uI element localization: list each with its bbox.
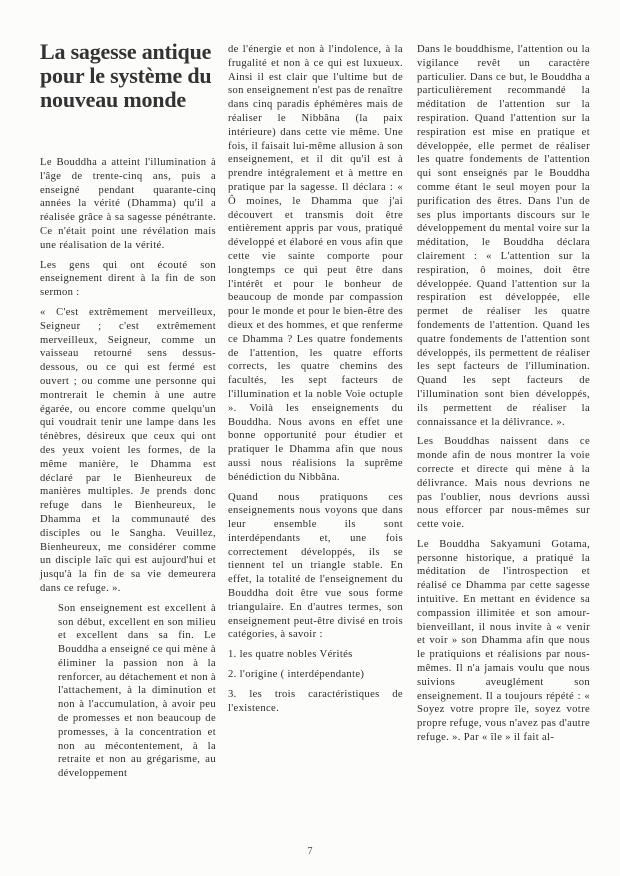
paragraph: Les gens qui ont écouté son enseignement dirent à la fin de son sermon :: [40, 259, 216, 299]
paragraph: Dans le bouddhisme, l'attention ou la vigilance revêt un caractère particulier. Dans ce but, le Bouddha a particulièrement recommandé la méditation de l'attention sur la respiration. Quand l'attention sur la respiration est mise en pratique et développée, elle permet de réaliser les quatre fondements de l'attention qui sont enseignés par le Bouddha comme étant le seul moyen pour la purification des êtres. Dans l'un de ses plus importants discours sur le développement du mental voire sur la méditation, le Bouddha déclara clairement : « L'attention sur la respiration, ô moines, doit être développée. Quand l'attention sur la respiration est développée, elle permet de réaliser les quatre fondements de l'attention. Quand les quatre fondements de l'attention sont développés, ils permettent de réaliser les sept facteurs de l'illumination. Quand les sept facteurs de l'illumination sont bien développés, ils permettent de réaliser la connaissance et la délivrance. ».: [417, 44, 590, 428]
paragraph: Le Bouddha a atteint l'illumination à l'âge de trente-cinq ans, puis a enseigné pendant quarante-cinq années la vérité (Dhamma) qu'il a réalisée grâce à sa sagesse pénétrante. Ce n'était point une révélation mais une réalisation de la vérité.: [40, 157, 216, 251]
text-column-1: [40, 156, 216, 787]
text-column-3: [417, 43, 590, 751]
article-title: La sagesse antique pour le système du nouveau monde: [40, 39, 212, 112]
paragraph: Le Bouddha Sakyamuni Gotama, personne historique, a pratiqué la méditation de l'introspection et réalisé ce Dhamma par cette sagesse intuitive. En mettant en évidence sa compassion illimitée et son amour-bienveillant, il nous invite à « venir et voir » son Dhamma afin que nous le pratiquions et réalisions par nous-mêmes. Il n'a jamais voulu que nous suivions aveuglément son enseignement. Il a toujours répété : « Soyez votre propre île, soyez votre propre refuge, vous n'avez pas d'autre refuge. ». Par « île » il fait al-: [417, 538, 591, 744]
list-item: 1. les quatre nobles Vérités: [228, 649, 353, 661]
text-column-2: [228, 43, 403, 721]
paragraph: Quand nous pratiquons ces enseignements nous voyons que dans leur ensemble ils sont interdépendants et, une fois correctement développés, ils se tiennent tel un triangle stable. En effet, la totalité de l'enseignement du Bouddha doit être vue sous forme triangulaire. En d'autres termes, son enseignement peut-être divisé en trois catégories, à savoir :: [228, 491, 403, 641]
list-item: 3. les trois caractéristiques de l'existence.: [228, 688, 403, 714]
paragraph: Son enseignement est excellent à son début, excellent en son milieu et excellent dans sa fin. Le Bouddha a enseigné ce qui mène à éliminer la passion non à la renforcer, au détachement et non à l'attachement, à la diminution et non à l'accumulation, à avoir peu de promesses et non beaucoup de promesses, à la concentration et non au mécontentement, à la retraite et non au grégarisme, au développement: [58, 602, 216, 780]
list-item: 2. l'origine ( interdépendante): [228, 669, 365, 681]
quote-paragraph: « C'est extrêmement merveilleux, Seigneur ; c'est extrêmement merveilleux, Seigneur, comme un vaisseau retourné sens dessus-dessous, ou ce qui est fermé est ouvert ; ou comme une personne qui montrerait le chemin à une autre égarée, ou encore comme quelqu'un qui voudrait tenir une lampe dans les ténèbres, désireux que ceux qui ont des yeux voient les formes, de la même manière, le Dhamma est déclaré par le Bienheureux de manières multiples. Je prends donc refuge dans le Bienheureux, le Dhamma et la communauté des disciples ou le Sangha. Veuillez, Bienheureux, me considérer comme un disciple laïc qui est aujourd'hui et jusqu'à la fin de sa vie demeurera dans ce refuge. ».: [40, 306, 216, 594]
page-number: 7: [307, 846, 313, 857]
paragraph: Les Bouddhas naissent dans ce monde afin de nous montrer la voie correcte et directe qui mène à la délivrance. Mais nous devrions ne pas l'oublier, nous devrions aussi nous efforcer par nous-mêmes sur cette voie.: [417, 436, 590, 531]
paragraph: de l'énergie et non à l'indolence, à la frugalité et non à ce qui est luxueux. Ainsi il est clair que l'ultime but de son enseignement n'est pas de renaître dans cinq paradis éphémères mais de réaliser le Nibbâna (la paix intérieure) dans cette vie même. Une fois, il faisait lui-même allusion à son enseignement, et il dit qu'il est à prendre intégralement et à mettre en pratique par la sagesse. Il déclara : « Ô moines, le Dhamma que j'ai découvert et transmis doit être entièrement appris par vous, pratiqué développé et élaboré en vous afin que cette vie sainte comporte pour longtemps ce qui peut être dans l'intérêt et pour le bonheur de beaucoup de monde par compassion pour le monde et pour le bien-être des dieux et des hommes, et que renferme ce Dhamma ? Les quatre fondements de l'attention, les quatre efforts corrects, les quatre chemins des facultés, les sept facteurs de l'illumination et la noble Voie octuple ». Voilà les enseignements du Bouddha. Nous avons en effet une bonne opportunité pour étudier et pratiquer le Dhamma afin que nous aussi nous réalisions la suprême bénédiction du Nibbâna.: [228, 44, 403, 483]
